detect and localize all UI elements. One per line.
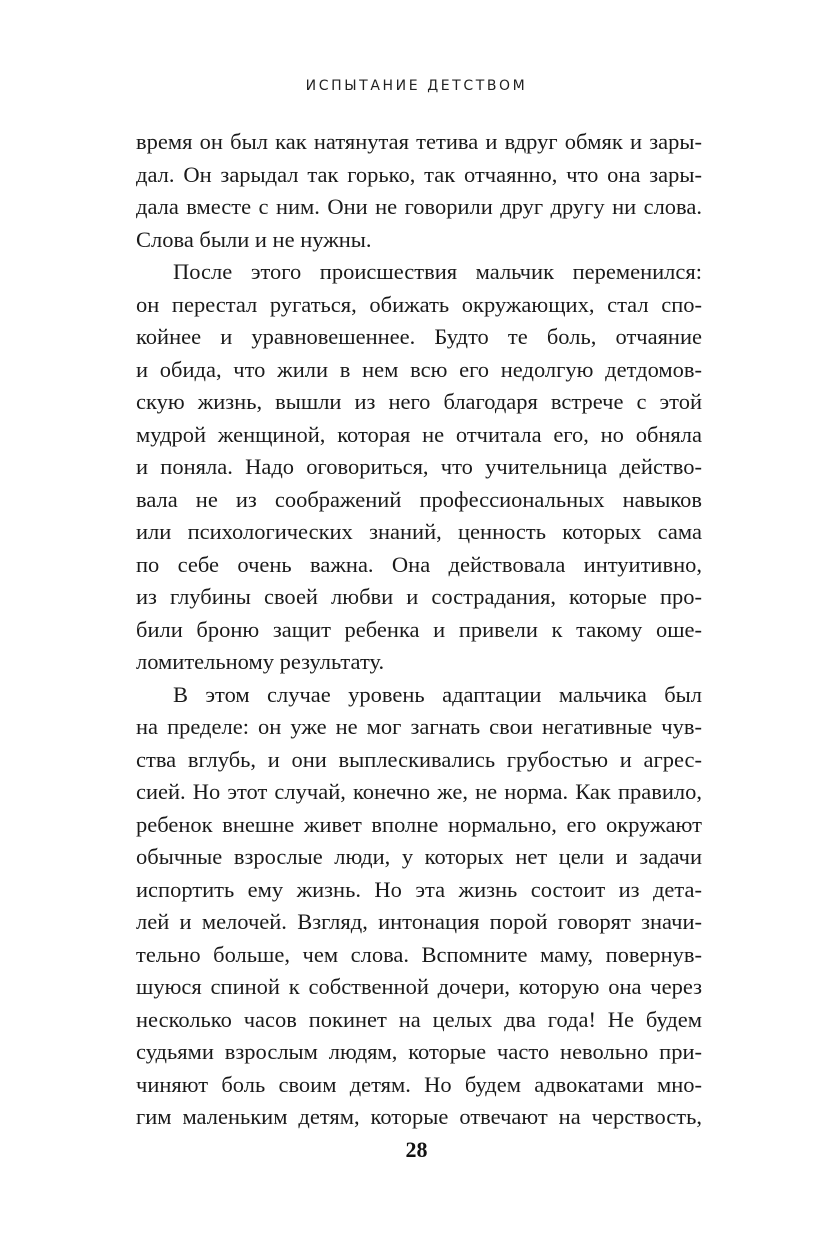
text-line: шуюся спиной к собственной дочери, которую она через [136,974,702,999]
text-line: время он был как натянутая тетива и вдруг обмяк и зары- [136,129,702,154]
text-line: лей и мелочей. Взгляд, интонация порой говорят значи- [136,909,702,934]
text-line: сией. Но этот случай, конечно же, не норма. Как правило, [136,779,702,804]
text-line: испортить ему жизнь. Но эта жизнь состоит из дета- [136,876,702,902]
text-line: он перестал ругаться, обижать окружающих, стал спо- [136,291,702,317]
paragraph-2 [136,256,702,679]
text-line: мудрой женщиной, которая не отчитала его, но обняла [136,421,702,447]
text-line: обычные взрослые люди, у которых нет цели и задачи [136,844,702,869]
text-line: ребенок внешне живет вполне нормально, его окружают [136,811,702,837]
text-line: на пределе: он уже не мог загнать свои негативные чув- [136,714,702,739]
text-line: чиняют боль своим детям. Но будем адвокатами мно- [136,1071,702,1097]
text-line: и обида, что жили в нем всю его недолгую детдомов- [136,356,702,382]
text-line: дала вместе с ним. Они не говорили друг другу ни слова. [136,194,702,219]
paragraph-3 [136,679,702,1134]
text-line: вала не из соображений профессиональных навыков [136,486,702,512]
text-line: и поняла. Надо оговориться, что учительница действо- [136,454,702,479]
text-line: по себе очень важна. Она действовала интуитивно, [136,551,702,577]
text-line: дал. Он зарыдал так горько, так отчаянно, что она зары- [136,161,702,187]
text-line: тельно больше, чем слова. Вспомните маму, повернув- [136,941,702,967]
text-line: койнее и уравновешеннее. Будто те боль, отчаяние [136,324,702,349]
text-line: судьями взрослым людям, которые часто невольно при- [136,1039,702,1064]
text-line: скую жизнь, вышли из него благодаря встрече с этой [136,389,702,414]
body-text [136,126,702,1134]
text-line: из глубины своей любви и сострадания, которые про- [136,584,702,609]
text-line: или психологических знаний, ценность которых сама [136,519,702,544]
page-number: 28 [405,1137,428,1162]
text-line: ломительному результату. [136,649,385,674]
text-line: гим маленьким детям, которые отвечают на черствость, [136,1104,702,1129]
text-line: Слова были и не нужны. [136,226,372,252]
text-line: били броню защит ребенка и привели к такому оше- [136,616,702,642]
paragraph-1 [136,126,702,256]
running-header: ИСПЫТАНИЕ ДЕТСТВОМ [305,78,528,94]
text-line: После этого происшествия мальчик переменился: [173,259,702,284]
text-line: В этом случае уровень адаптации мальчика был [173,681,702,707]
text-line: несколько часов покинет на целых два года! Не будем [136,1006,702,1032]
text-line: ства вглубь, и они выплескивались грубостью и агрес- [136,746,702,772]
